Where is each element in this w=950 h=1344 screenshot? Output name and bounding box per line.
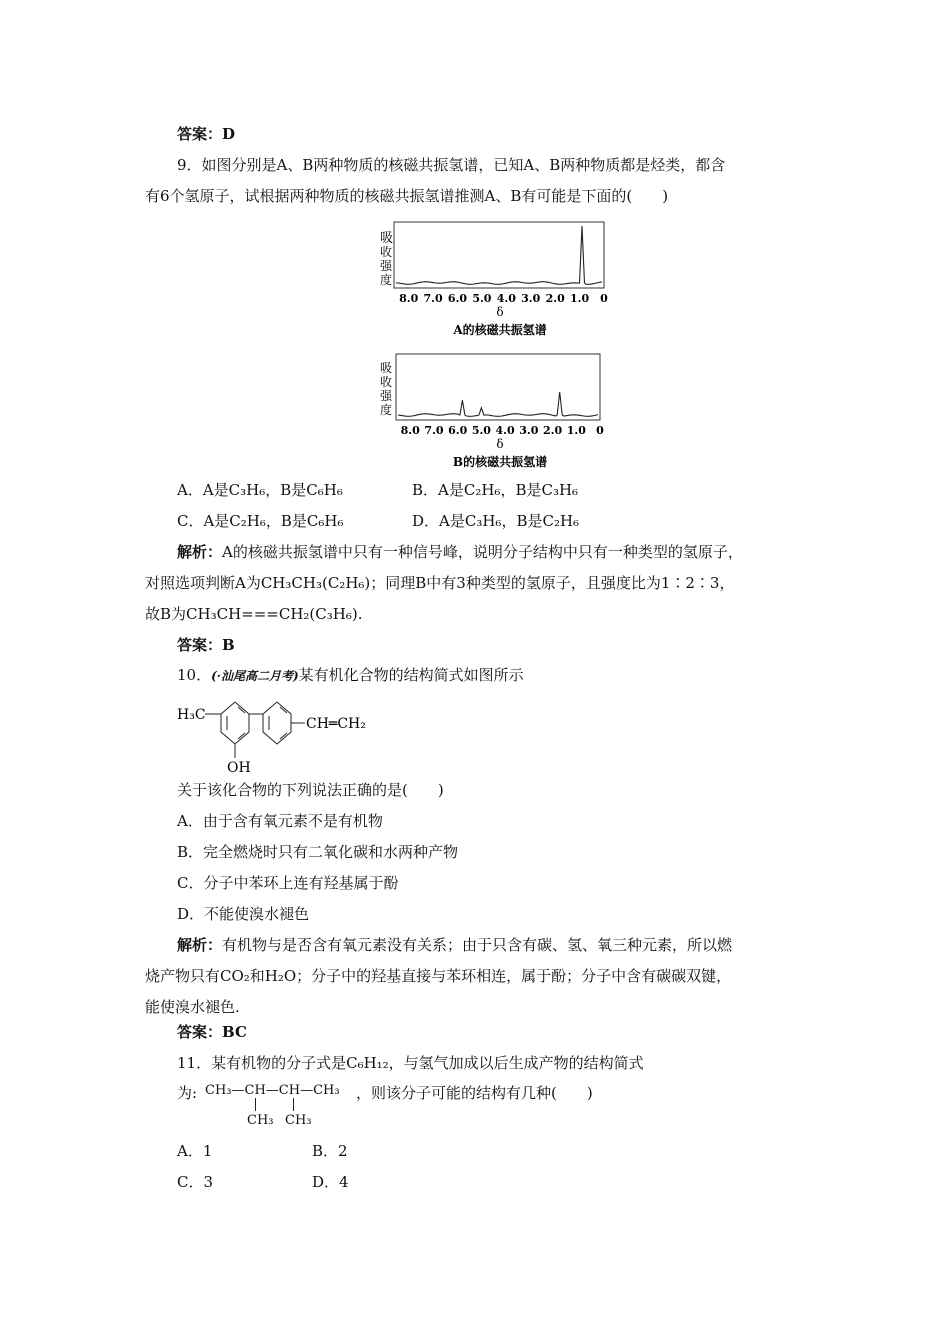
q11-stem-prefix: 为: [177, 1084, 198, 1102]
analysis-label: 解析： [177, 543, 223, 561]
ylabel-char-4: 度 [380, 403, 393, 417]
nmr-spectrum-a-svg [372, 218, 612, 344]
x-tick-label: 5.0 [471, 424, 491, 437]
analysis-text: A的核磁共振氢谱中只有一种信号峰，说明分子结构中只有一种类型的氢原子， [222, 543, 743, 561]
q10-source: (·汕尾高二月考) [211, 669, 299, 683]
q11-formula-main: CH₃—CH—CH—CH₃ [205, 1083, 340, 1098]
x-tick-label: 4.0 [495, 424, 515, 437]
group-vinyl: CH═CH₂ [306, 716, 366, 732]
q11-option-b: B．2 [312, 1142, 348, 1160]
structure-svg [175, 692, 405, 776]
q9-analysis-line-2: 对照选项判断A为CH₃CH₃(C₂H₆)；同理B中有3种类型的氢原子，且强度比为1∶2∶3， [145, 574, 735, 592]
x-tick-label: 1.0 [570, 292, 590, 305]
x-tick-labels [401, 424, 605, 437]
q10-analysis-line-1 [177, 935, 732, 955]
group-h3c: H₃C [177, 707, 206, 723]
q10-option-b: B．完全燃烧时只有二氧化碳和水两种产物 [177, 843, 459, 861]
q11-stem-line-1: 11．某有机物的分子式是C₆H₁₂，与氢气加成以后生成产物的结构简式 [177, 1054, 644, 1072]
q10-question: 关于该化合物的下列说法正确的是( ) [177, 781, 444, 799]
x-tick-label: 7.0 [424, 424, 444, 437]
q11-formula-branch-2: CH₃ [285, 1113, 312, 1128]
plot-frame [396, 354, 600, 420]
x-tick-label: 5.0 [472, 292, 492, 305]
chart-title: B的核磁共振氢谱 [452, 455, 548, 469]
x-tick-label: 8.0 [399, 292, 419, 305]
analysis-label: 解析： [177, 936, 223, 954]
q9-stem-line-1: 9．如图分别是A、B两种物质的核磁共振氢谱，已知A、B两种物质都是烃类，都含 [177, 156, 726, 174]
x-axis-label: δ [496, 305, 504, 319]
q9-stem-line-2: 有6个氢原子，试根据两种物质的核磁共振氢谱推测A、B有可能是下面的( ) [145, 187, 669, 205]
q10-option-c: C．分子中苯环上连有羟基属于酚 [177, 874, 399, 892]
x-tick-label: 6.0 [447, 292, 468, 305]
plot-frame [394, 222, 604, 288]
q11-option-a: A．1 [177, 1142, 213, 1160]
benzene-ring-2 [263, 702, 291, 744]
ylabel-char-3: 强 [380, 259, 393, 273]
nmr-spectrum-a [372, 218, 612, 344]
ylabel-char-2: 收 [380, 245, 393, 259]
chart-title: A的核磁共振氢谱 [453, 323, 547, 337]
q9-analysis-line-3: 故B为CH₃CH===CH₂(C₃H₆). [145, 605, 363, 623]
ylabel-char-4: 度 [380, 273, 393, 287]
q11-option-d: D．4 [312, 1173, 349, 1191]
x-tick-label: 2.0 [545, 292, 565, 305]
ylabel-char-2: 收 [380, 375, 393, 389]
q10-number: 10． [177, 666, 212, 684]
q10-analysis-line-2: 烧产物只有CO₂和H₂O；分子中的羟基直接与苯环相连，属于酚；分子中含有碳碳双键， [145, 967, 732, 985]
q11-formula-branch-1: CH₃ [247, 1113, 274, 1128]
x-tick-label: 4.0 [496, 292, 516, 305]
spectrum-line [398, 392, 598, 416]
ylabel-char-3: 强 [380, 389, 393, 403]
q9-option-b: B．A是C₂H₆，B是C₃H₆ [412, 481, 579, 499]
q10-stem-text: 某有机化合物的结构简式如图所示 [298, 666, 524, 684]
x-tick-label: 3.0 [519, 424, 539, 437]
group-oh: OH [227, 760, 251, 776]
analysis-text: 有机物与是否含有氧元素没有关系；由于只含有碳、氢、氧三种元素，所以燃 [222, 936, 733, 954]
q10-option-d: D．不能使溴水褪色 [177, 905, 310, 923]
x-tick-label: 2.0 [543, 424, 563, 437]
nmr-spectrum-b-svg [372, 350, 612, 472]
q11-option-c: C．3 [177, 1173, 214, 1191]
x-tick-label: 3.0 [521, 292, 541, 305]
answer-q9: 答案：B [177, 636, 235, 654]
x-tick-label: 1.0 [566, 424, 586, 437]
x-tick-label: 0 [596, 424, 604, 437]
q10-analysis-line-3: 能使溴水褪色. [145, 998, 240, 1016]
structure-formula-q10 [175, 692, 405, 776]
formula-branch-bond-2 [293, 1098, 294, 1111]
x-tick-label: 0 [600, 292, 608, 305]
nmr-spectrum-b [372, 350, 612, 472]
q10-stem [177, 665, 524, 686]
q9-option-d: D．A是C₃H₆，B是C₂H₆ [412, 512, 580, 530]
answer-q10: 答案：BC [177, 1023, 247, 1041]
x-tick-labels [399, 292, 608, 305]
answer-q8: 答案：D [177, 125, 236, 143]
formula-branch-bond-1 [255, 1098, 256, 1111]
q9-analysis-line-1 [177, 542, 743, 562]
q10-option-a: A．由于含有氧元素不是有机物 [177, 812, 383, 830]
ylabel-char-1: 吸 [380, 361, 393, 375]
benzene-ring-1 [221, 702, 249, 744]
x-tick-label: 8.0 [400, 424, 420, 437]
q9-option-a: A．A是C₃H₆，B是C₆H₆ [177, 481, 343, 499]
q11-stem-line-2: ，则该分子可能的结构有几种( ) [356, 1084, 593, 1102]
x-axis-label: δ [496, 437, 504, 451]
ylabel-char-1: 吸 [380, 231, 394, 246]
x-tick-label: 7.0 [423, 292, 443, 305]
spectrum-line [396, 226, 602, 284]
x-tick-label: 6.0 [448, 424, 468, 437]
q9-option-c: C．A是C₂H₆，B是C₆H₆ [177, 512, 344, 530]
